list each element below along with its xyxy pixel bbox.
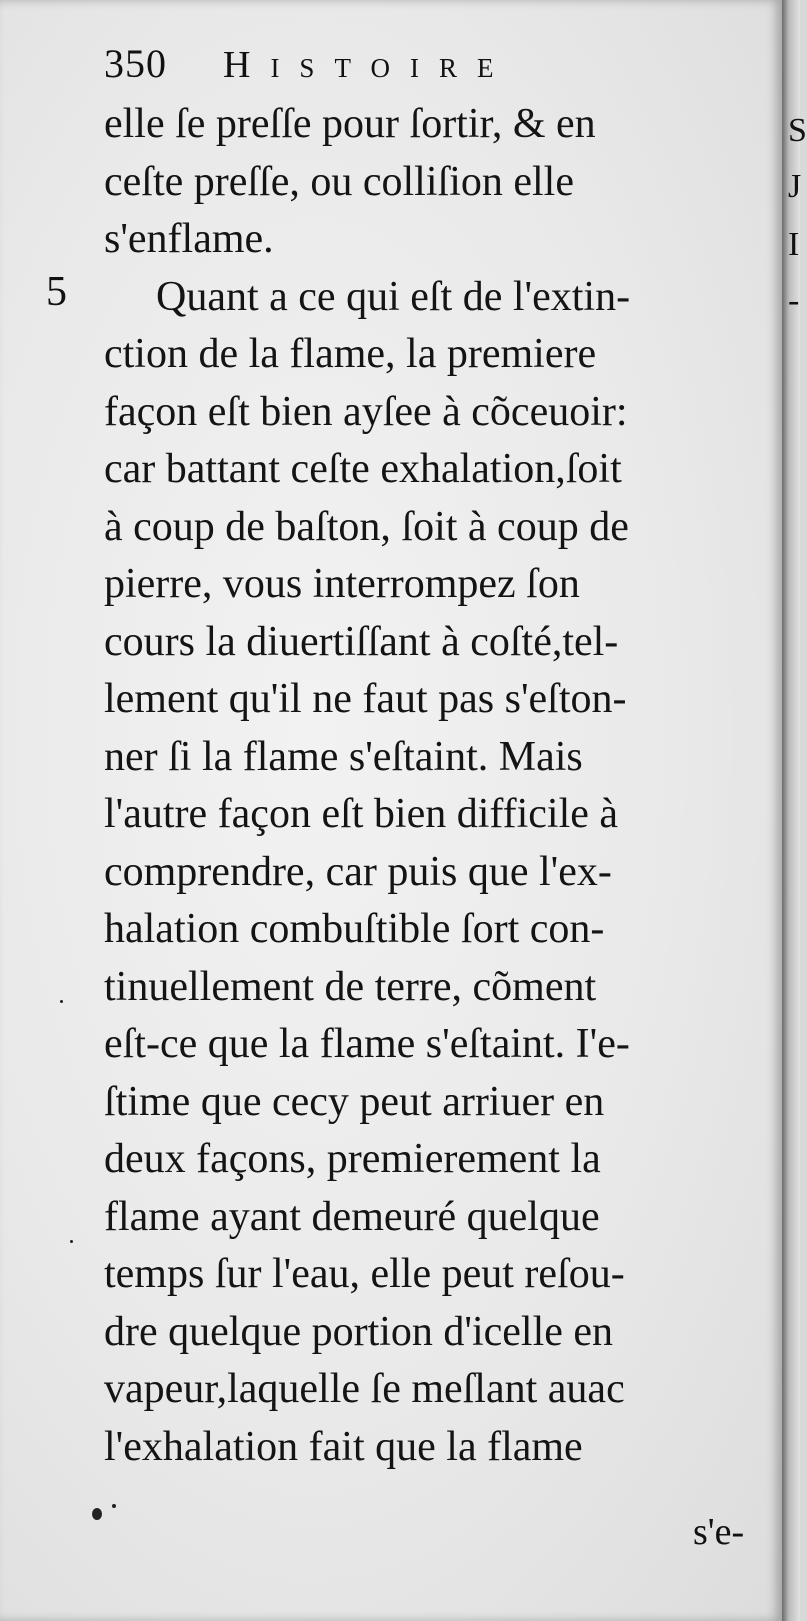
text-line: tinuellement de terre, cõment [104, 963, 597, 1010]
text-line: l'autre façon eſt bien difficile à [104, 791, 619, 837]
text-line: lement qu'il ne faut pas s'eſton- [104, 676, 627, 722]
text-line: vapeur,laquelle ſe meſlant auac [104, 1366, 625, 1412]
text-line: ſtime que cecy peut arriuer en [104, 1078, 605, 1125]
text-line: Quant a ce qui eſt de l'extin- [156, 273, 631, 320]
running-title: Histoire [223, 44, 514, 86]
text-line: eſt-ce que la flame s'eſtaint. I'e- [104, 1021, 630, 1067]
facing-page-fragment: S [788, 112, 807, 149]
text-line: deux façons, premierement la [104, 1136, 601, 1182]
text-line: ner ſi la flame s'eſtaint. Mais [104, 733, 583, 780]
text-line: cours la diuertiſſant à coſté,tel- [104, 618, 619, 665]
text-line: ction de la flame, la premiere [104, 331, 597, 377]
ink-speck [60, 1000, 63, 1003]
facing-page-fragment: - [788, 282, 800, 319]
ink-speck [112, 1504, 116, 1508]
text-line: elle ſe preſſe pour ſortir, & en [104, 101, 596, 147]
facing-page-fragment: I [788, 226, 800, 263]
text-line: s'enflame. [104, 216, 274, 262]
ink-speck [92, 1508, 102, 1520]
text-line: comprendre, car puis que l'ex- [104, 848, 612, 895]
body-text [104, 96, 754, 1476]
text-line: car battant ceſte exhalation,ſoit [104, 446, 622, 492]
ink-speck [70, 1240, 73, 1243]
text-line: à coup de baſton, ſoit à coup de [104, 503, 629, 550]
margin-line-number: 5 [46, 269, 67, 315]
text-line: flame ayant demeuré quelque [104, 1193, 600, 1240]
text-line: pierre, vous interrompez ſon [104, 561, 580, 607]
text-line: temps ſur l'eau, elle peut reſou- [104, 1251, 625, 1297]
text-line: dre quelque portion d'icelle en [104, 1308, 614, 1355]
running-head [104, 40, 513, 100]
text-line: halation combuſtible ſort con- [104, 906, 605, 952]
text-line: l'exhalation fait que la flame [104, 1423, 583, 1470]
page-number: 350 [104, 41, 167, 86]
catchword: s'e- [693, 1511, 745, 1553]
facing-page-fragment: J [788, 168, 802, 205]
text-line: ceſte preſſe, ou colliſion elle [104, 158, 574, 205]
text-line: façon eſt bien ayſee à cõceuoir: [104, 388, 628, 435]
